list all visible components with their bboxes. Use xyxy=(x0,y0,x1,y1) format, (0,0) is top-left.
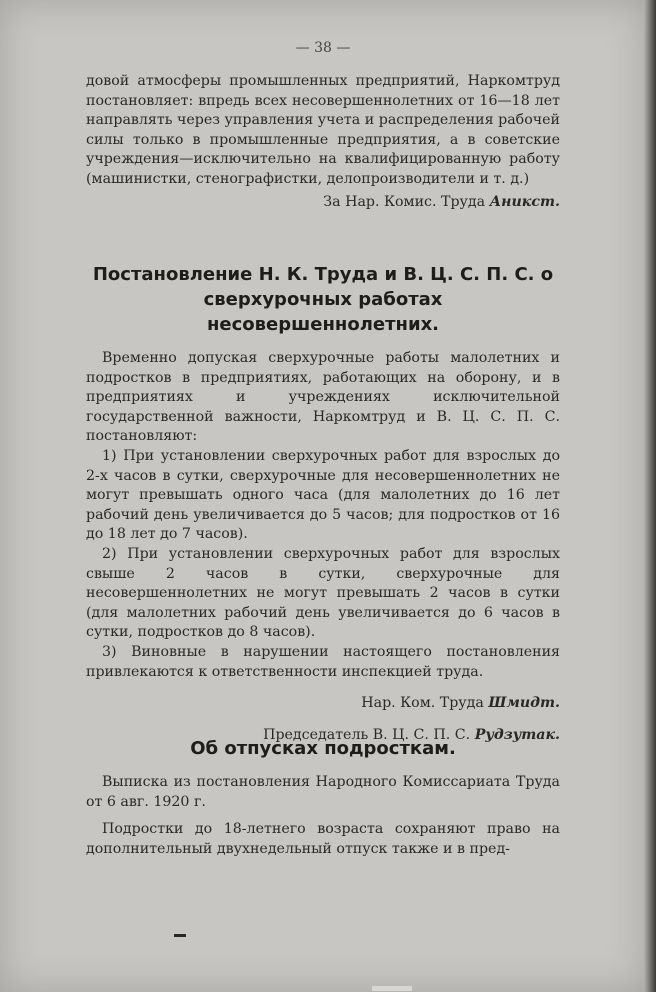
page-edge xyxy=(644,0,656,992)
signature-shmidt xyxy=(86,694,560,714)
overtime-item-1: 1) При установлении сверхурочных работ для взрослых до 2-х часов в сутки, сверхурочные для несовершеннолетних не могут превышать одного часа (для малолетних до 16 лет рабочий день увеличивается до 5 часов; для подростков от 16 до 18 лет до 7 часов). xyxy=(86,447,560,543)
overtime-item-3: 3) Виновные в нарушении настоящего постановления привлекаются к ответственности инспекцией труда. xyxy=(86,643,560,680)
signature-name: Аникст. xyxy=(489,193,560,210)
intro-paragraph: довой атмосферы промышленных предприятий, Наркомтруд постановляет: впредь всех несовершеннолетних от 16—18 лет направлять через управления учета и распределения рабочей силы только в промышленные предприятия, а в советские учреждения—исключительно на квалифицированную работу (машинистки, стенографистки, делопроизводители и т. д.) xyxy=(86,73,560,187)
signature2-name: Рудзутак. xyxy=(474,726,560,743)
page-bottom-mark xyxy=(372,986,412,991)
overtime-section xyxy=(86,262,560,745)
signature2-prefix: Председатель В. Ц. С. П. С. xyxy=(263,726,471,743)
leave-section xyxy=(86,738,560,859)
intro-block xyxy=(86,72,560,212)
signature-aniks xyxy=(86,193,560,213)
signature1-prefix: Нар. Ком. Труда xyxy=(361,695,484,712)
ink-mark xyxy=(174,934,186,937)
page-number: — 38 — xyxy=(295,40,351,56)
overtime-item-2: 2) При установлении сверхурочных работ для взрослых свыше 2 часов в сутки, сверхурочные для несовершеннолетних не могут превышать 2 часов в сутки (для малолетних рабочий день увеличивается до 6 часов в сутки, подростков до 8 часов). xyxy=(86,545,560,641)
signature-prefix: За Нар. Комис. Труда xyxy=(323,193,486,210)
overtime-title: Постановление Н. К. Труда и В. Ц. С. П. С. о сверхурочных работах несовершеннолетних. xyxy=(92,264,554,335)
leave-title: Об отпусках подросткам. xyxy=(190,738,456,759)
overtime-intro: Временно допуская сверхурочные работы малолетних и подростков в предприятиях, работающих на оборону, и в предприятиях и учреждениях исключительной государственной важности, Наркомтруд и В. Ц. С. П. С. постановляют: xyxy=(86,350,560,445)
leave-extract: Выписка из постановления Народного Комиссариата Труда от 6 авг. 1920 г. xyxy=(86,774,560,810)
signature1-name: Шмидт. xyxy=(488,695,560,712)
leave-paragraph: Подростки до 18-летнего возраста сохраняют право на дополнительный двухнедельный отпуск также и в пред- xyxy=(86,821,560,857)
